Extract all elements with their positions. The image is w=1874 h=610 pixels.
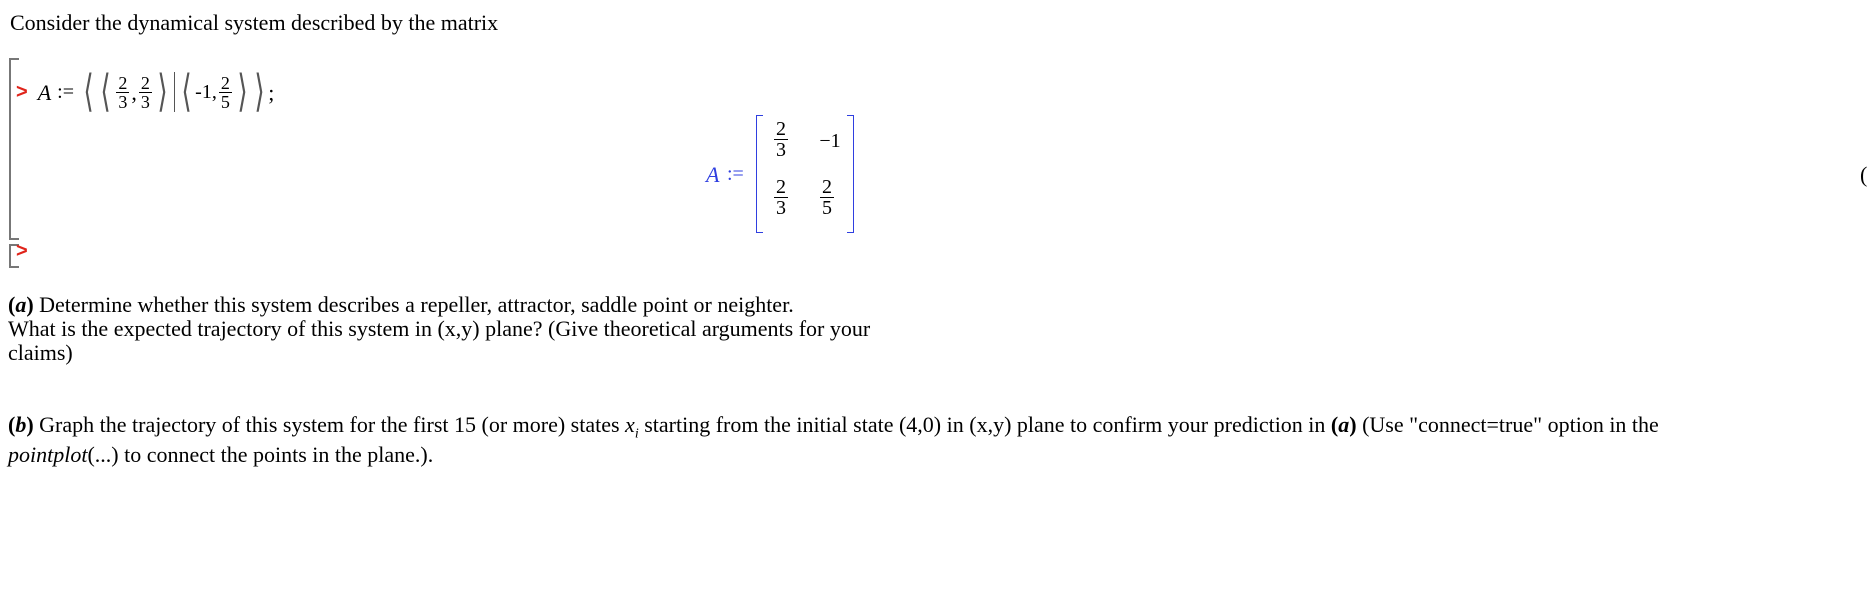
part-b-sub: i [634,426,639,442]
part-a-line3: claims) [8,340,73,365]
prompt-symbol: > [16,80,28,103]
comma: , [131,79,137,105]
intro-text: Consider the dynamical system described by the matrix [10,10,499,35]
part-b-close: ) [26,412,34,437]
row2-angle-close: ⟩ [237,67,248,116]
part-b-text2: starting from the initial state (4,0) in (x,y) plane to confirm your prediction in [638,412,1331,437]
matrix-left-bracket [756,115,763,233]
equation-label-fragment: ( [1860,162,1868,187]
column-separator [174,72,175,112]
input-lhs: A [37,79,52,105]
part-a-close: ) [26,292,34,317]
input-frac-r2c2: $\frac{2}{5}$ [220,72,230,112]
part-b-open: ( [8,412,16,437]
input-frac-r1c1: $\frac{2}{3}$ [118,72,128,112]
part-b-var: x [625,412,635,437]
part-a-open: ( [8,292,16,317]
input-line[interactable] [16,67,275,116]
input-assign: := [57,80,74,103]
matrix-cell-11: $\frac{2}{3}$ [776,118,786,161]
matrix-cell-21: $\frac{2}{3}$ [776,176,786,219]
outer-angle-open: ⟨ [83,67,94,116]
row1-angle-close: ⟩ [157,67,168,116]
input-frac-r1c2: $\frac{2}{3}$ [140,72,150,112]
part-b-letter: b [15,412,27,437]
output-lhs: A [706,162,720,187]
part-b-text1: Graph the trajectory of this system for the first 15 (or more) states [33,412,626,437]
part-b-text4: (...) to connect the points in the plane.). [87,442,434,467]
output-matrix [756,115,854,233]
matrix-cell-12: −1 [819,130,841,152]
input-terminator: ; [268,79,275,105]
part-b-ref-close: ) [1349,412,1357,437]
matrix-right-bracket [847,115,854,233]
matrix-cell-22: $\frac{2}{5}$ [822,176,832,219]
part-b-ref-letter: a [1338,412,1350,437]
part-a-text1: Determine whether this system describes a repeller, attractor, saddle point or neighter. [33,292,794,317]
row2-angle-open: ⟨ [181,67,192,116]
part-a-line2: What is the expected trajectory of this system in (x,y) plane? (Give theoretical arguments for your [8,316,871,341]
input-r2c1: -1, [195,80,217,103]
part-b-ref-open: ( [1330,412,1339,437]
part-b-func: pointplot [8,442,88,467]
empty-prompt[interactable]: > [16,240,28,262]
outer-angle-close: ⟩ [254,67,265,116]
part-a-letter: a [15,292,27,317]
row1-angle-open: ⟨ [100,67,111,116]
output-assign: := [727,163,744,185]
part-b-text3: (Use "connect=true" option in the [1356,412,1659,437]
part-b-line2 [8,440,433,469]
